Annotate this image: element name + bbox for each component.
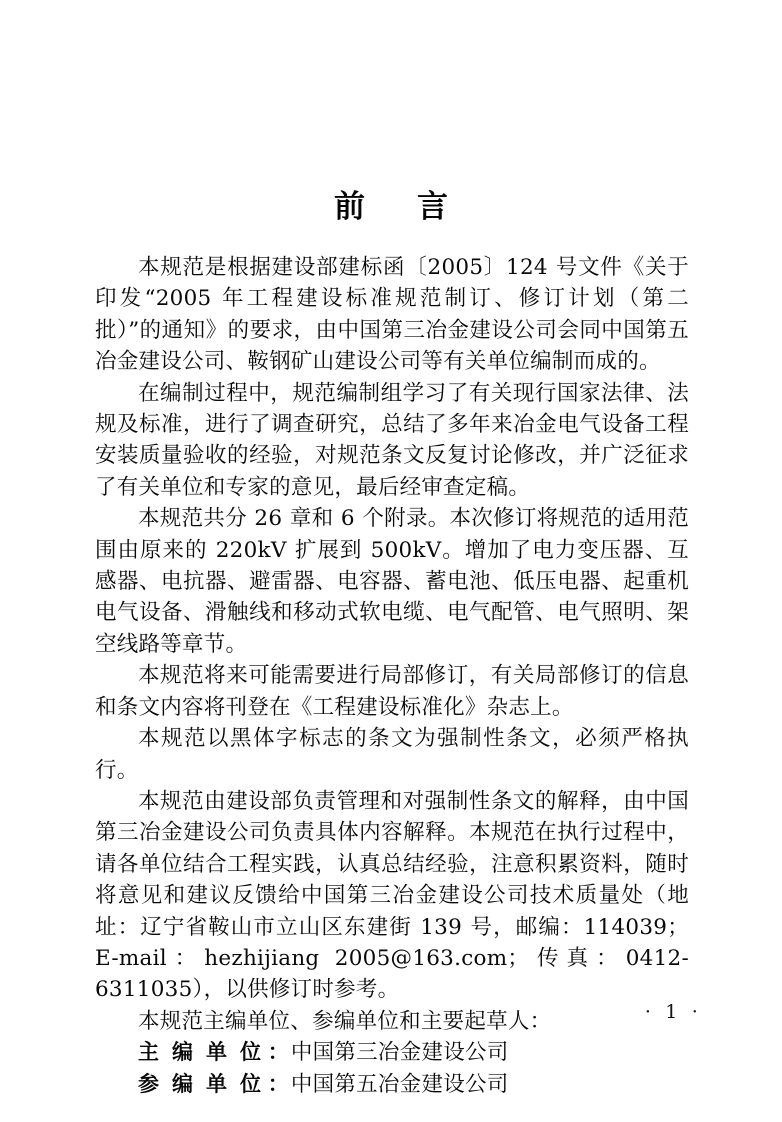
body-text-block	[95, 252, 689, 1100]
page-number: · 1 ·	[644, 1001, 702, 1023]
participating-unit-colon: ：	[267, 1071, 289, 1096]
chief-editor-unit-label: 主编单位	[138, 1040, 275, 1065]
paragraph-administration: 本规范由建设部负责管理和对强制性条文的解释，由中国第三冶金建设公司负责具体内容解释。本规范在执行过程中，请各单位结合工程实践，认真总结经验，注意积累资料，随时将意见和建议反馈给中国第三冶金建设公司技术质量处（地址：辽宁省鞍山市立山区东建街 139 号，邮编：114039；E-mail：hezhijiang 2005@163.com；传真：0412-6311035），以供修订时参考。	[95, 788, 689, 1003]
page-title: 前 言	[333, 188, 459, 225]
paragraph-process: 在编制过程中，规范编制组学习了有关现行国家法律、法规及标准，进行了调查研究，总结了多年来冶金电气设备工程安装质量验收的经验，对规范条文反复讨论修改，并广泛征求了有关单位和专家的意见，最后经审查定稿。	[95, 380, 689, 500]
chief-editor-unit-value: 中国第三冶金建设公司	[290, 1040, 509, 1066]
paragraph-mandatory: 本规范以黑体字标志的条文为强制性条文，必须严格执行。	[95, 726, 689, 783]
chief-editor-unit-colon: ：	[267, 1040, 289, 1065]
paragraph-basis: 本规范是根据建设部建标函〔2005〕124 号文件《关于印发“2005 年工程建设标准规范制订、修订计划（第二批）”的通知》的要求，由中国第三冶金建设公司会同中国第五冶金建设公司、鞍钢矿山建设公司等有关单位编制而成的。	[95, 255, 689, 375]
participating-unit-row	[95, 1069, 689, 1100]
chief-editor-unit-row	[95, 1037, 689, 1068]
participating-unit-label: 参编单位	[138, 1071, 275, 1096]
participating-unit-value: 中国第五冶金建设公司	[290, 1071, 509, 1097]
paragraph-authors-intro: 本规范主编单位、参编单位和主要起草人：	[138, 1008, 552, 1034]
paragraph-revision: 本规范将来可能需要进行局部修订，有关局部修订的信息和条文内容将刊登在《工程建设标准化》杂志上。	[95, 663, 689, 720]
paragraph-scope: 本规范共分 26 章和 6 个附录。本次修订将规范的适用范围由原来的 220kV 扩展到 500kV。增加了电力变压器、互感器、电抗器、避雷器、电容器、蓄电池、低压电器、起重机电气设备、滑触线和移动式软电缆、电气配管、电气照明、架空线路等章节。	[95, 506, 689, 657]
